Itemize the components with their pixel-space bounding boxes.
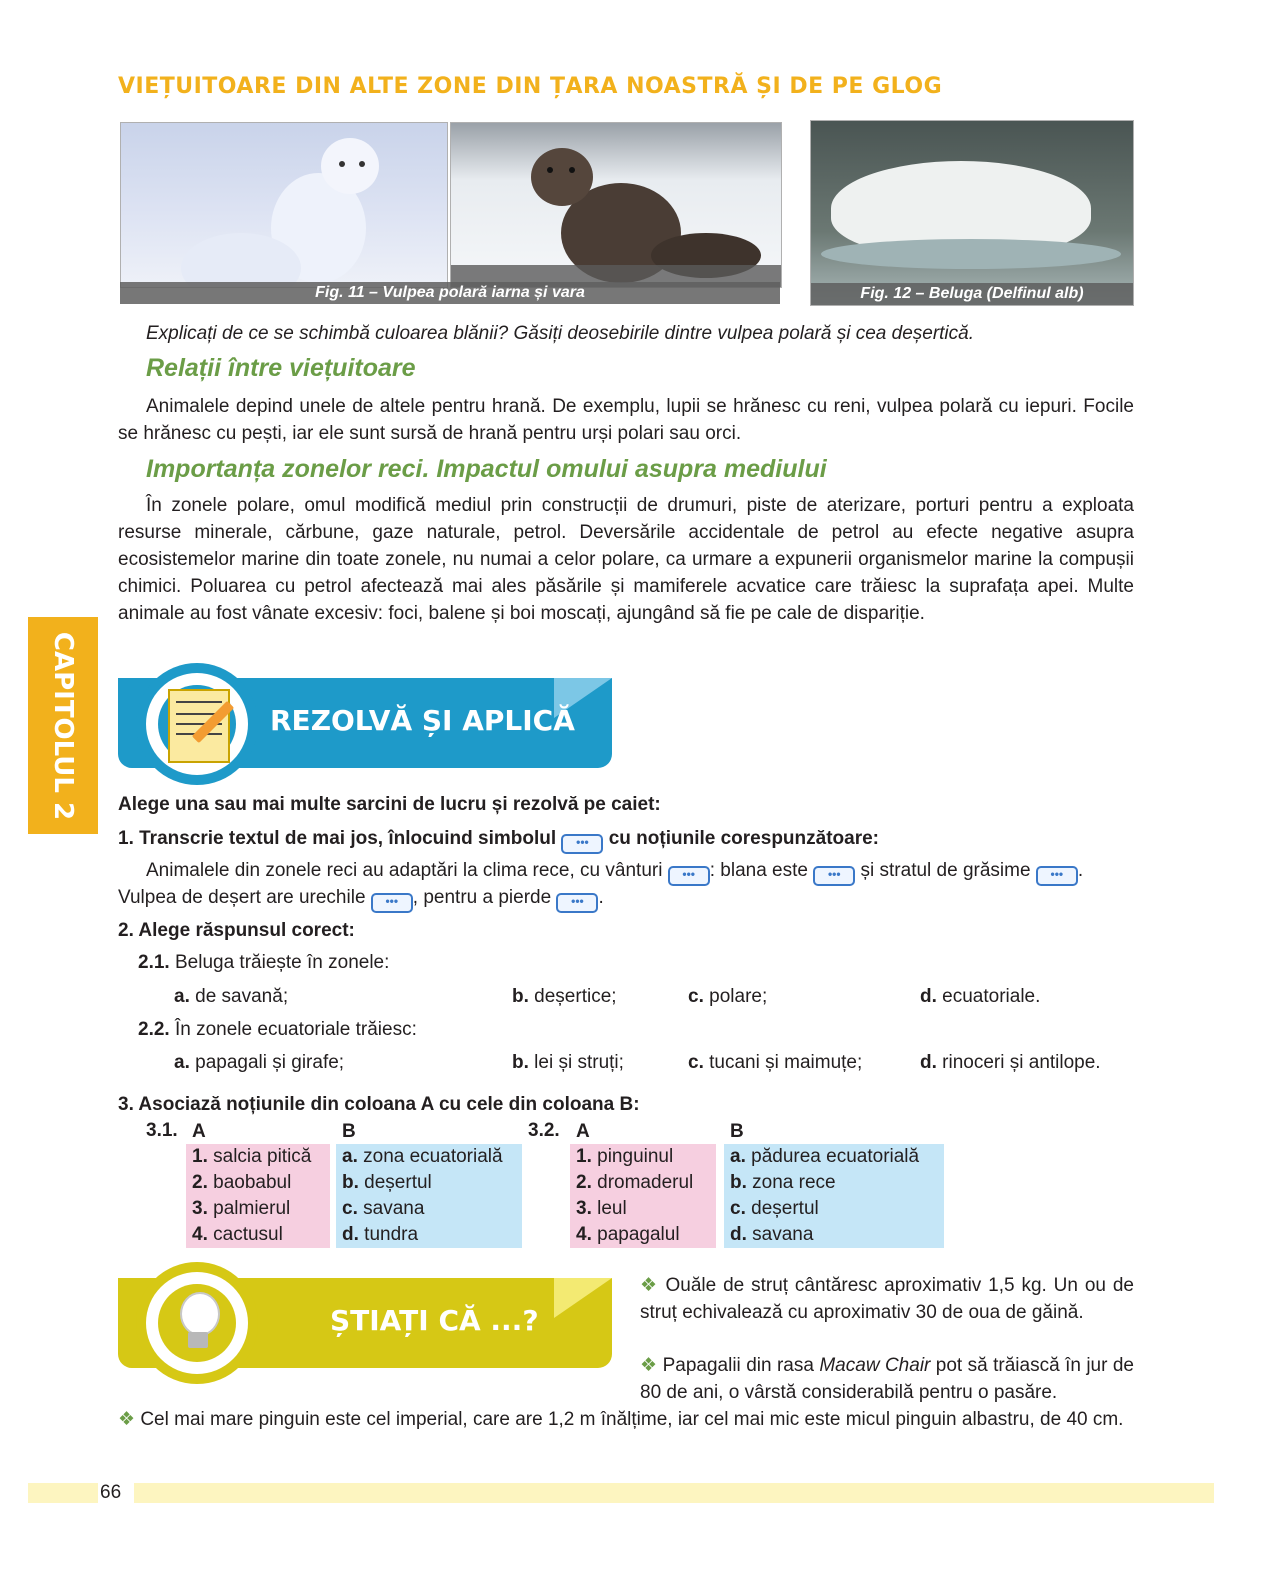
- lightbulb-icon-frame: [136, 1262, 258, 1384]
- diamond-bullet-icon: ❖: [640, 1275, 659, 1296]
- footer-bar: [28, 1483, 1214, 1503]
- q21-option-d: d. ecuatoriale.: [920, 986, 1041, 1007]
- t32-column-a: [570, 1144, 716, 1248]
- list-item: 2. baobabul: [192, 1172, 292, 1193]
- blank-1: •••: [668, 866, 710, 886]
- q3-title: 3. Asociază noțiunile din coloana A cu cele din coloana B:: [118, 1094, 640, 1115]
- arctic-fox-summer-photo: [450, 122, 782, 288]
- t31-head-b: B: [342, 1121, 356, 1142]
- list-item: 4. cactusul: [192, 1224, 283, 1245]
- q22-option-d: d. rinoceri și antilope.: [920, 1052, 1101, 1073]
- fig12-caption: Fig. 12 – Beluga (Delfinul alb): [811, 283, 1133, 305]
- beluga-photo: [810, 120, 1134, 306]
- t31-head-a: A: [192, 1121, 206, 1142]
- photo-question: Explicați de ce se schimbă culoarea blănii? Găsiți deosebirile dintre vulpea polară și cea deșertică.: [146, 323, 975, 344]
- fact-ostrich-egg: ❖ Ouăle de struț cântăresc aproximativ 1,5 kg. Un ou de struț echivalează cu aproximativ 30 de oua de găină.: [640, 1275, 1134, 1323]
- q22-option-a: a. papagali și girafe;: [174, 1052, 345, 1073]
- section-text-importance: În zonele polare, omul modifică mediul prin construcții de drumuri, piste de aterizare, porturi pentru a exploata resurse minerale, cărbune, gaze naturale, petrol. Deversările accidentale de petrol au efecte negative asupra ecosistemelor marine din toate zonele, nu numai a celor polare, ca urmare a expunerii organismelor marine la compușii chimici. Poluarea cu petrol afectează mai ales păsările și mamiferele acvatice care trăiesc la suprafața apei. Multe animale au fost vânate excesiv: foci, balene și boi moscați, ajungând să fie pe cale de dispariție.: [118, 495, 1134, 624]
- t32-number: 3.2.: [528, 1120, 560, 1141]
- list-item: 2. dromaderul: [576, 1172, 694, 1193]
- q22-question: 2.2. În zonele ecuatoriale trăiesc:: [138, 1019, 417, 1040]
- list-item: 3. leul: [576, 1198, 627, 1219]
- q22-option-c: c. tucani și maimuțe;: [688, 1052, 863, 1073]
- t31-number: 3.1.: [146, 1120, 178, 1141]
- list-item: 3. palmierul: [192, 1198, 291, 1219]
- section-heading-importance: Importanța zonelor reci. Impactul omului asupra mediului: [146, 455, 827, 483]
- t31-column-a: [186, 1144, 330, 1248]
- blank-4: •••: [371, 893, 413, 913]
- t32-head-b: B: [730, 1121, 744, 1142]
- fact-penguin: ❖ Cel mai mare pinguin este cel imperial, care are 1,2 m înălțime, iar cel mai mic este micul pinguin albastru, de 40 cm.: [118, 1409, 1124, 1430]
- q21-question: 2.1. Beluga trăiește în zonele:: [138, 952, 390, 973]
- blank-2: •••: [813, 866, 855, 886]
- arctic-fox-winter-photo: [120, 122, 448, 288]
- list-item: b. zona rece: [730, 1172, 836, 1193]
- q21-option-c: c. polare;: [688, 986, 768, 1007]
- chapter-side-tab: [28, 617, 98, 834]
- list-item: c. deșertul: [730, 1198, 819, 1219]
- fig11-caption: Fig. 11 – Vulpea polară iarna și vara: [120, 282, 780, 304]
- q2-title: 2. Alege răspunsul corect:: [118, 920, 355, 941]
- list-item: d. savana: [730, 1224, 814, 1245]
- fact-parrot: ❖ Papagalii din rasa Macaw Chair pot să trăiască în jur de 80 de ani, o vârstă considerabilă pentru o pasăre.: [640, 1355, 1134, 1403]
- diamond-bullet-icon: ❖: [118, 1409, 136, 1430]
- t32-column-b: [724, 1144, 944, 1248]
- placeholder-symbol: •••: [561, 834, 603, 854]
- q21-option-a: a. de savană;: [174, 986, 289, 1007]
- section-text-relations: Animalele depind unele de altele pentru hrană. De exemplu, lupii se hrănesc cu reni, vulpea polară cu iepuri. Focile se hrănesc cu pești, iar ele sunt sursă de hrană pentru urși polari sau orci.: [118, 396, 1134, 444]
- tasks-intro: Alege una sau mai multe sarcini de lucru și rezolvă pe caiet:: [118, 794, 661, 815]
- blank-5: •••: [556, 893, 598, 913]
- notepad-pencil-icon: [168, 689, 230, 763]
- lightbulb-icon: [180, 1292, 220, 1336]
- list-item: 4. papagalul: [576, 1224, 680, 1245]
- q22-option-b: b. lei și struți;: [512, 1052, 624, 1073]
- q1-instruction: 1. Transcrie textul de mai jos, înlocuind simbolul ••• cu noțiunile corespunzătoare:: [118, 828, 879, 854]
- page-title: VIEȚUITOARE DIN ALTE ZONE DIN ȚARA NOASTRĂ ȘI DE PE GLOG: [118, 74, 943, 99]
- q1-line2: Vulpea de deșert are urechile ••• , pentru a pierde ••• .: [118, 887, 604, 913]
- list-item: 1. pinguinul: [576, 1146, 674, 1167]
- diamond-bullet-icon: ❖: [640, 1355, 658, 1376]
- did-you-know-title: ȘTIAȚI CĂ ...?: [330, 1304, 539, 1337]
- list-item: b. deșertul: [342, 1172, 432, 1193]
- list-item: d. tundra: [342, 1224, 419, 1245]
- blank-3: •••: [1036, 866, 1078, 886]
- q1-line1: Animalele din zonele reci au adaptări la clima rece, cu vânturi ••• : blana este ••• și stratul de grăsime ••• .: [146, 860, 1083, 886]
- t32-head-a: A: [576, 1121, 590, 1142]
- page-number: 66: [100, 1482, 122, 1503]
- q21-option-b: b. deșertice;: [512, 986, 617, 1007]
- list-item: c. savana: [342, 1198, 425, 1219]
- section-heading-relations: Relații între viețuitoare: [146, 354, 416, 382]
- chapter-label: CAPITOLUL 2: [48, 631, 78, 820]
- list-item: 1. salcia pitică: [192, 1146, 312, 1167]
- t31-column-b: [336, 1144, 522, 1248]
- apply-banner-title: REZOLVĂ ȘI APLICĂ: [270, 704, 575, 737]
- list-item: a. zona ecuatorială: [342, 1146, 503, 1167]
- list-item: a. pădurea ecuatorială: [730, 1146, 920, 1167]
- apply-icon-frame: [136, 663, 258, 785]
